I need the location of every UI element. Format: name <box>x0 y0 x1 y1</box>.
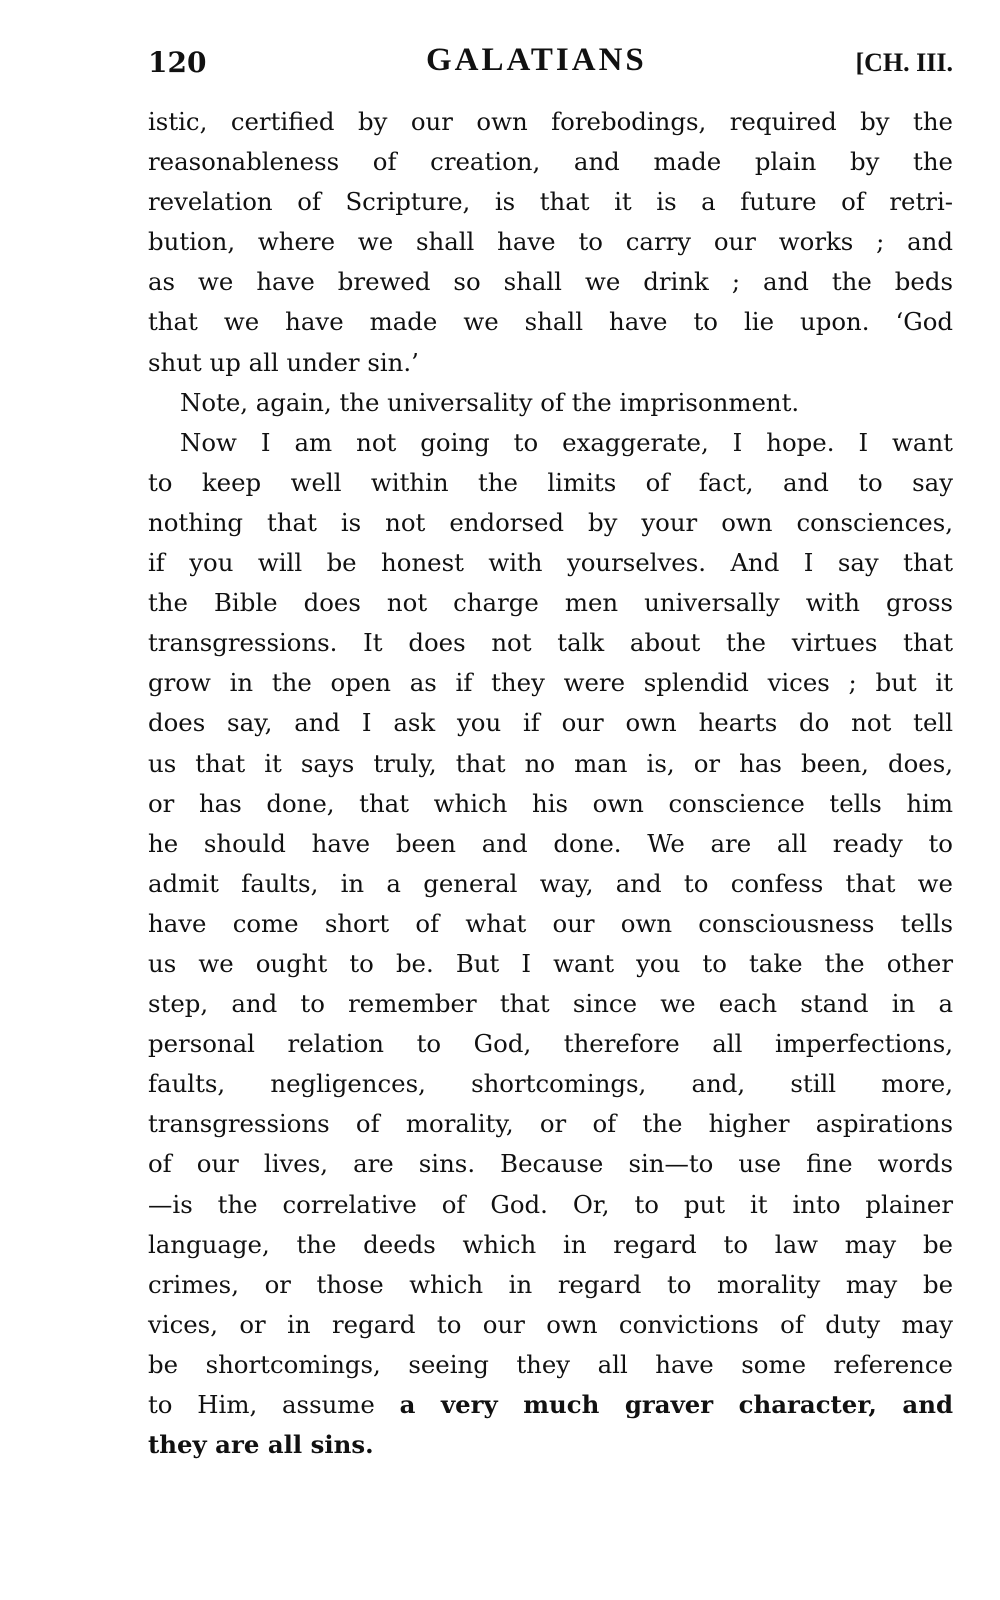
text-line-final: they are all sins. <box>148 1430 374 1460</box>
page-number: 120 <box>148 46 207 79</box>
book-page <box>148 40 953 1465</box>
text-line: admit faults, in a general way, and to confess that we <box>148 868 953 898</box>
paragraph-main <box>148 423 953 1465</box>
text-line: bution, where we shall have to carry our works ; and <box>148 227 953 257</box>
text-line: revelation of Scripture, is that it is a future of retri- <box>148 187 953 217</box>
text-line: shut up all under sin.’ <box>148 347 419 377</box>
text-segment: to Him, assume <box>148 1390 400 1419</box>
text-line: vices, or in regard to our own convictions of duty may <box>148 1309 953 1339</box>
text-line: us that it says truly, that no man is, or has been, does, <box>148 748 953 778</box>
body-text <box>148 102 953 1465</box>
paragraph-continuation <box>148 102 953 383</box>
text-line: of our lives, are sins. Because sin—to use fine words <box>148 1149 953 1179</box>
text-line: transgressions of morality, or of the higher aspirations <box>148 1109 953 1139</box>
text-line: does say, and I ask you if our own hearts do not tell <box>148 708 953 738</box>
text-line: to keep well within the limits of fact, and to say <box>148 467 953 497</box>
text-line: Note, again, the universality of the imprisonment. <box>180 387 800 417</box>
text-line: personal relation to God, therefore all imperfections, <box>148 1029 953 1059</box>
text-line: —is the correlative of God. Or, to put it into plainer <box>148 1189 953 1219</box>
text-line: if you will be honest with yourselves. And I say that <box>148 548 953 578</box>
text-line: faults, negligences, shortcomings, and, still more, <box>148 1069 953 1099</box>
text-line: as we have brewed so shall we drink ; and the beds <box>148 267 953 297</box>
text-line: reasonableness of creation, and made plain by the <box>148 147 953 177</box>
paragraph-universality <box>148 383 953 423</box>
text-line: or has done, that which his own conscience tells him <box>148 788 953 818</box>
text-line: be shortcomings, seeing they all have some reference <box>148 1349 953 1379</box>
chapter-reference: [CH. III. <box>855 48 953 77</box>
text-line: grow in the open as if they were splendid vices ; but it <box>148 668 953 698</box>
text-line: Now I am not going to exaggerate, I hope. I want <box>180 427 953 457</box>
text-line: step, and to remember that since we each stand in a <box>148 989 953 1019</box>
text-line: nothing that is not endorsed by your own consciences, <box>148 507 953 537</box>
text-line: have come short of what our own consciousness tells <box>148 908 953 938</box>
text-line: the Bible does not charge men universally with gross <box>148 588 953 618</box>
running-head <box>148 40 953 90</box>
text-line: that we have made we shall have to lie upon. ‘God <box>148 307 953 337</box>
text-line: language, the deeds which in regard to law may be <box>148 1229 953 1259</box>
text-line: crimes, or those which in regard to morality may be <box>148 1269 953 1299</box>
text-line: istic, certified by our own forebodings, required by the <box>148 107 953 136</box>
text-line: transgressions. It does not talk about the virtues that <box>148 628 953 658</box>
text-line: us we ought to be. But I want you to take the other <box>148 948 953 978</box>
text-line-mixed <box>148 1385 953 1425</box>
bold-text-segment: a very much graver character, and <box>399 1390 954 1419</box>
text-line: he should have been and done. We are all ready to <box>148 828 953 858</box>
running-title: GALATIANS <box>426 42 647 78</box>
